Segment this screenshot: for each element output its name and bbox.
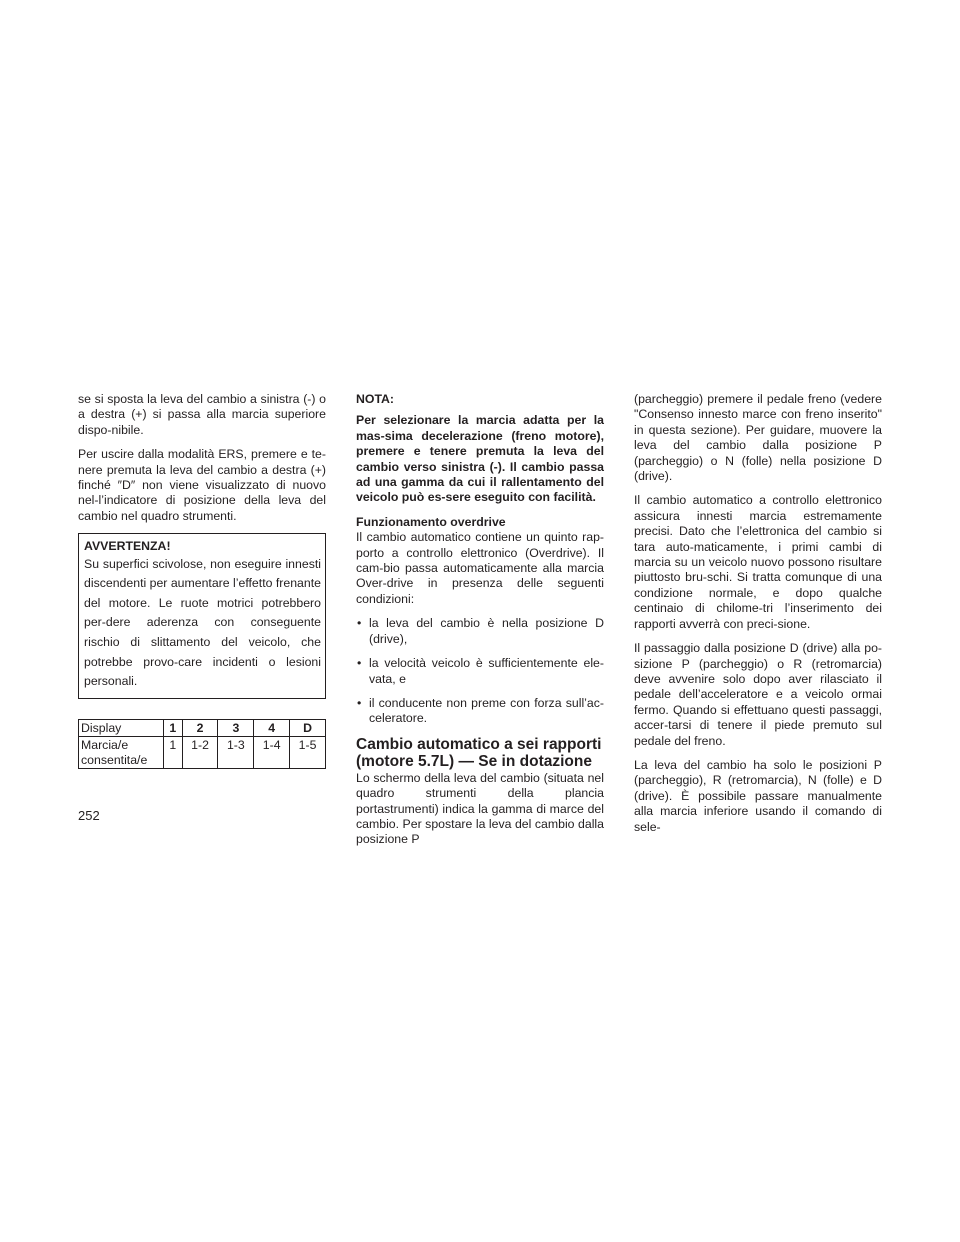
- list-item-text: la velocità veicolo è sufficientemente ele-vata, e: [369, 656, 604, 686]
- table-header-cell: D: [290, 719, 326, 737]
- list-item: [356, 696, 604, 727]
- table-header-cell: 4: [254, 719, 290, 737]
- table-cell: 1-5: [290, 737, 326, 769]
- paragraph: se si sposta la leva del cambio a sinistra (-) o a destra (+) si passa alla marcia superiore dispo-nibile.: [78, 392, 326, 437]
- warning-title: AVVERTENZA!: [84, 539, 171, 554]
- note-text: Per selezionare la marcia adatta per la mas-sima decelerazione (freno motore), premere e tenere premuta la leva del cambio verso sinistra (-). Il cambio passa ad una gamma da cui il rallentamento del veicolo può es-sere eseguito con facilità.: [356, 413, 604, 505]
- paragraph: Il cambio automatico a controllo elettronico assicura innesti marcia estremamente precisi. Dato che l’elettronica del cambio si tara auto-maticamente, i primi cambi di marcia su un veicolo nuovo possono risultare piuttosto bru-schi. Si tratta comunque di una condizione normale, e dopo qualche centinaio di chilome-tri l’inserimento dei rapporti avverrà con preci-sione.: [634, 493, 882, 631]
- section-title: [356, 736, 604, 770]
- table-header-cell: 2: [182, 719, 218, 737]
- table-cell: Marcia/e consentita/e: [79, 737, 164, 769]
- paragraph: Per uscire dalla modalità ERS, premere e te-nere premuta la leva del cambio a destra (+) finché ″D″ non viene visualizzato di nuovo nel-l’indicatore di posizione della leva del cambio nel quadro strumenti.: [78, 447, 326, 523]
- warning-text: Su superfici scivolose, non eseguire innesti discendenti per aumentare l’effetto frenante del motore. Le ruote motrici potrebbero per-dere aderenza con conseguente rischio di slittamento del veicolo, che potrebbe provo-care incidenti o lesioni personali.: [84, 556, 321, 689]
- table-cell: 1-3: [218, 737, 254, 769]
- paragraph: (parcheggio) premere il pedale freno (vedere "Consenso innesto marce con freno inserito" in questa sezione). Per guidare, muovere la leva del cambio dalla posizione P (parcheggio) o N (folle) nella posizione D (drive).: [634, 392, 882, 484]
- column-middle: [356, 392, 604, 857]
- paragraph: Lo schermo della leva del cambio (situata nel quadro strumenti della plancia portastrumenti) indica la gamma di marce del cambio. Per spostare la leva del cambio dalla posizione P: [356, 770, 604, 847]
- table-cell: 1-4: [254, 737, 290, 769]
- table-row: [79, 737, 326, 769]
- warning-box: [78, 533, 326, 699]
- page-number: 252: [78, 808, 100, 823]
- table-header-cell: 3: [218, 719, 254, 737]
- table-cell: 1: [164, 737, 183, 769]
- bullet-icon: •: [357, 616, 362, 631]
- paragraph: La leva del cambio ha solo le posizioni P (parcheggio), R (retromarcia), N (folle) e D (drive). È possibile passare manualmente alla marcia inferiore usando il comando di sele-: [634, 757, 882, 834]
- column-right: [634, 392, 882, 844]
- paragraph: Il passaggio dalla posizione D (drive) alla po-sizione P (parcheggio) o R (retromarcia) deve avvenire solo dopo aver rilasciato il pedale dell’acceleratore e a veicolo ormai fermo. Quando si effettuano questi passaggi, accer-tarsi di tenere il piede premuto sul pedale del freno.: [634, 641, 882, 748]
- column-left: [78, 392, 326, 769]
- bullet-icon: •: [357, 656, 362, 671]
- gear-table: [78, 719, 326, 770]
- condition-list: [356, 616, 604, 726]
- table-header-cell: 1: [164, 719, 183, 737]
- paragraph: Il cambio automatico contiene un quinto rap-porto a controllo elettronico (Overdrive). Il cam-bio passa automaticamente alla marcia Over-drive in presenza delle seguenti condizioni:: [356, 530, 604, 606]
- section-title-line: (motore 5.7L) — Se in dotazione: [356, 752, 592, 770]
- table-header-row: [79, 719, 326, 737]
- subsection-title: Funzionamento overdrive: [356, 514, 506, 529]
- list-item: [356, 656, 604, 687]
- note-label: NOTA:: [356, 392, 395, 406]
- list-item-text: il conducente non preme con forza sull’ac-celeratore.: [369, 695, 604, 726]
- list-item-text: la leva del cambio è nella posizione D (drive),: [369, 616, 604, 646]
- section-title-line: Cambio automatico a sei rapporti: [356, 735, 602, 753]
- list-item: [356, 616, 604, 647]
- table-header-cell: Display: [79, 719, 164, 737]
- bullet-icon: •: [357, 695, 362, 710]
- table-cell: 1-2: [182, 737, 218, 769]
